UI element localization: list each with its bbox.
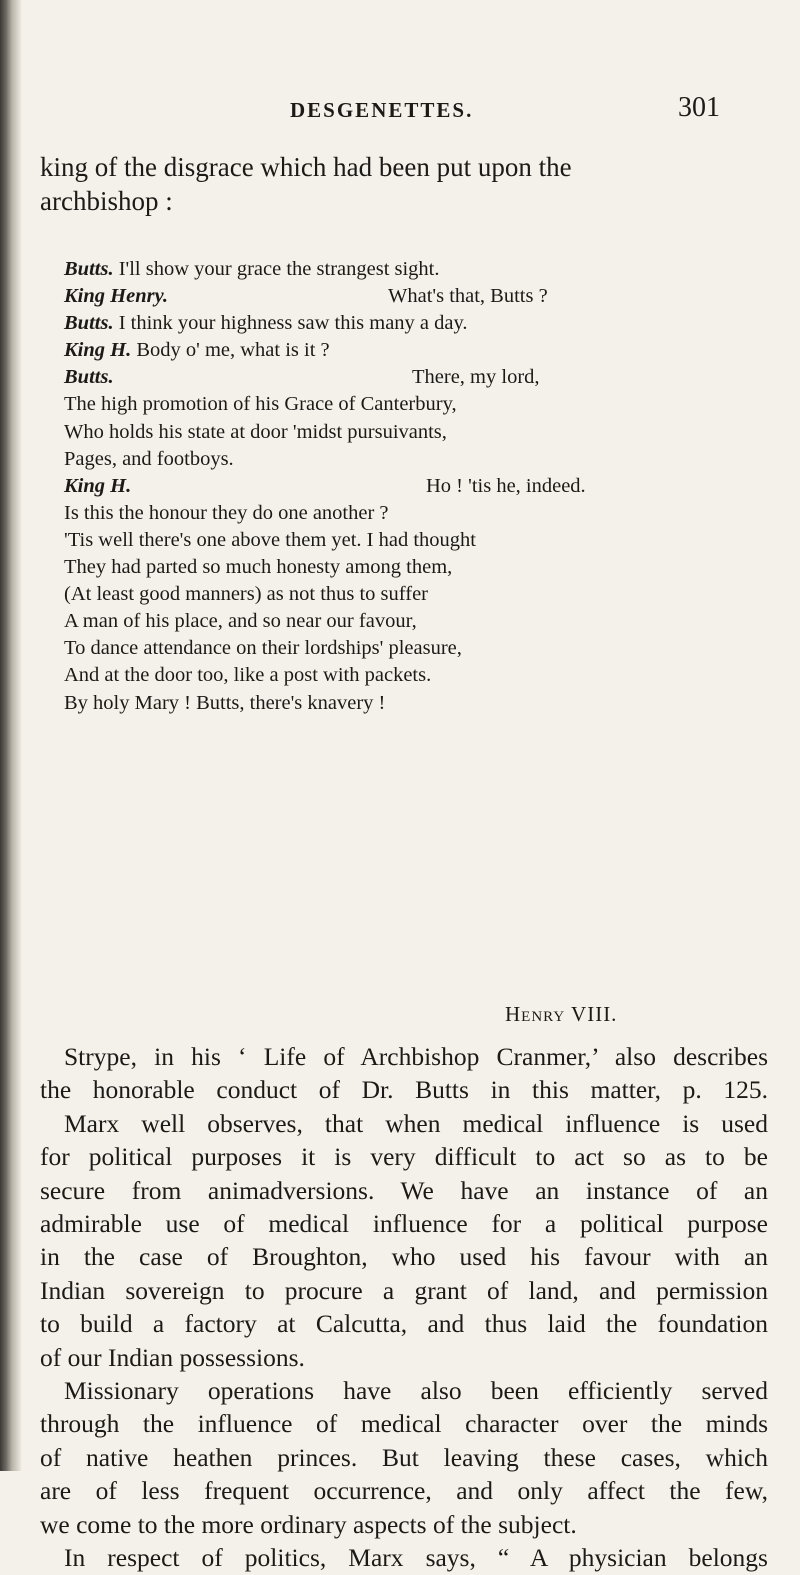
verse-line	[64, 337, 744, 364]
speaker-name: Butts.	[64, 258, 114, 280]
speaker-name: Butts.	[64, 366, 114, 389]
speaker-name: King Henry.	[64, 285, 169, 308]
text-line: secure from animadversions. We have an instance of an	[40, 1175, 768, 1205]
verse-text: By holy Mary ! Butts, there's knavery !	[64, 691, 386, 714]
verse-text: Ho ! 'tis he, indeed.	[426, 474, 586, 497]
text-line: the honorable conduct of Dr. Butts in this matter, p. 125.	[40, 1075, 768, 1105]
verse-text: What's that, Butts ?	[388, 285, 548, 308]
text-line: Marx well observes, that when medical influence is used	[64, 1108, 768, 1138]
page-header	[290, 92, 720, 128]
verse-line	[64, 527, 744, 554]
verse-line	[64, 283, 744, 310]
verse-text: I think your highness saw this many a day.	[118, 312, 468, 335]
text-line: Indian sovereign to procure a grant of land, and permission	[40, 1275, 768, 1305]
speaker-name: King H.	[64, 339, 132, 362]
verse-line	[64, 662, 744, 689]
verse-text: The high promotion of his Grace of Canterbury,	[64, 393, 457, 416]
text-line: through the influence of medical character over the minds	[40, 1409, 768, 1439]
verse-text: Is this the honour they do one another ?	[64, 501, 389, 524]
verse-text: There, my lord,	[412, 366, 540, 389]
verse-line	[64, 608, 744, 635]
verse-quotation	[64, 256, 744, 717]
page-number: 301	[678, 92, 720, 123]
verse-line	[64, 500, 744, 527]
verse-line	[64, 554, 744, 581]
speaker-name: King H.	[64, 474, 132, 497]
verse-line	[64, 690, 744, 717]
text-line: Strype, in his ‘ Life of Archbishop Cranmer,’ also describes	[64, 1042, 768, 1071]
text-line: we come to the more ordinary aspects of the subject.	[40, 1509, 577, 1539]
body-text	[40, 1040, 768, 1575]
verse-text: Pages, and footboys.	[64, 447, 234, 470]
verse-text: They had parted so much honesty among them,	[64, 556, 453, 579]
verse-line	[64, 635, 744, 662]
verse-line	[64, 256, 744, 283]
verse-text: I'll show your grace the strangest sight.	[118, 258, 440, 280]
verse-line	[64, 364, 744, 391]
text-line: archbishop :	[40, 186, 173, 216]
text-line: king of the disgrace which had been put upon the	[40, 152, 572, 182]
verse-text: To dance attendance on their lordships' pleasure,	[64, 637, 462, 660]
verse-line	[64, 391, 744, 418]
verse-text: And at the door too, like a post with packets.	[64, 664, 432, 687]
verse-line	[64, 419, 744, 446]
text-line: are of less frequent occurrence, and only affect the few,	[40, 1476, 768, 1506]
verse-text: 'Tis well there's one above them yet. I had thought	[64, 528, 477, 551]
verse-text: Body o' me, what is it ?	[136, 339, 330, 362]
text-line: admirable use of medical influence for a political purpose	[40, 1209, 768, 1239]
verse-line	[64, 446, 744, 473]
text-line: to build a factory at Calcutta, and thus laid the foundation	[40, 1309, 768, 1339]
text-line: of native heathen princes. But leaving these cases, which	[40, 1442, 768, 1472]
speaker-name: Butts.	[64, 312, 114, 335]
verse-line	[64, 581, 744, 608]
text-line: in the case of Broughton, who used his favour with an	[40, 1242, 768, 1272]
verse-text: A man of his place, and so near our favour,	[64, 610, 417, 633]
text-line: In respect of politics, Marx says, “ A physician belongs	[64, 1543, 768, 1573]
verse-text: (At least good manners) as not thus to suffer	[64, 583, 428, 606]
verse-line	[64, 310, 744, 337]
lead-paragraph	[40, 150, 762, 218]
verse-text: Who holds his state at door 'midst pursuivants,	[64, 420, 447, 443]
text-line: for political purposes it is very difficult to act so as to be	[40, 1142, 768, 1172]
verse-line	[64, 473, 744, 500]
running-head: DESGENETTES.	[290, 98, 474, 122]
text-line: of our Indian possessions.	[40, 1342, 305, 1372]
quotation-attribution: Henry VIII.	[505, 1002, 618, 1026]
text-line: Missionary operations have also been efficiently served	[64, 1376, 768, 1406]
